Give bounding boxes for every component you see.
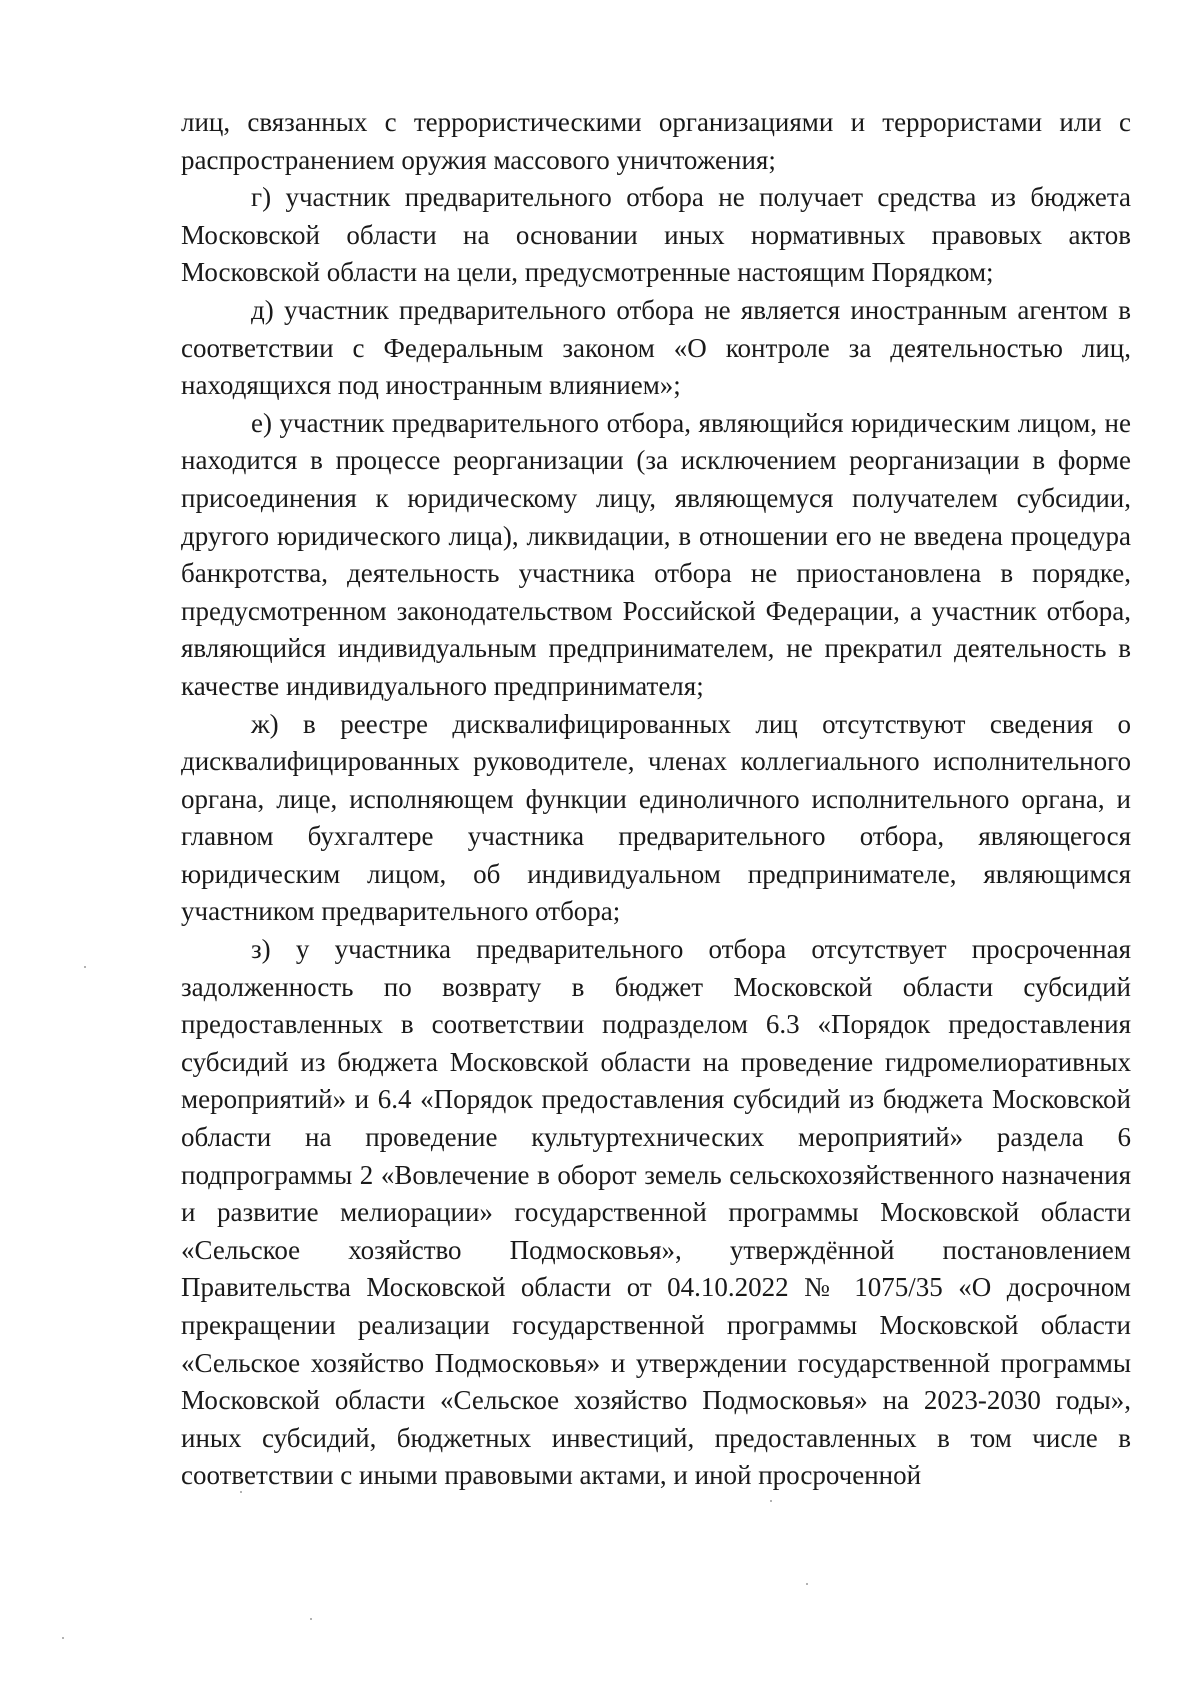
scan-speck xyxy=(806,1583,808,1585)
document-page xyxy=(181,104,1131,1495)
paragraph-item-zh: ж) в реестре дисквалифицированных лиц отсутствуют сведения о дисквалифицированных руководителе, членах коллегиального исполнительного органа, лице, исполняющем функции единоличного исполнительного органа, и главном бухгалтере участника предварительного отбора, являющегося юридическим лицом, об индивидуальном предпринимателе, являющимся участником предварительного отбора; xyxy=(181,708,1131,927)
paragraph-item-g: г) участник предварительного отбора не получает средства из бюджета Московской области на основании иных нормативных правовых актов Московской области на цели, предусмотренные настоящим Порядком; xyxy=(181,182,1131,288)
scan-speck xyxy=(84,966,86,968)
paragraph-item-e: е) участник предварительного отбора, являющийся юридическим лицом, не находится в процессе реорганизации (за исключением реорганизации в форме присоединения к юридическому лицу, являющемуся получателем субсидии, другого юридического лица), ликвидации, в отношении его не введена процедура банкротства, деятельность участника отбора не приостановлена в порядке, предусмотренном законодательством Российской Федерации, а участник отбора, являющийся индивидуальным предпринимателем, не прекратил деятельность в качестве индивидуального предпринимателя; xyxy=(181,407,1131,701)
scan-speck xyxy=(240,1491,242,1493)
scan-speck xyxy=(62,1637,64,1639)
paragraph-item-z: з) у участника предварительного отбора отсутствует просроченная задолженность по возврату в бюджет Московской области субсидий предоставленных в соответствии подразделом 6.3 «Порядок предоставления субсидий из бюджета Московской области на проведение гидромелиоративных мероприятий» и 6.4 «Порядок предоставления субсидий из бюджета Московской области на проведение культуртехнических мероприятий» раздела 6 подпрограммы 2 «Вовлечение в оборот земель сельскохозяйственного назначения и развитие мелиорации» государственной программы Московской области «Сельское хозяйство Подмосковья», утверждённой постановлением Правительства Московской области от 04.10.2022 № 1075/35 «О досрочном прекращении реализации государственной программы Московской области «Сельское хозяйство Подмосковья» и утверждении государственной программы Московской области «Сельское хозяйство Подмосковья» на 2023-2030 годы», иных субсидий, бюджетных инвестиций, предоставленных в том числе в соответствии с иными правовыми актами, и иной просроченной xyxy=(181,934,1131,1491)
paragraph-item-d: д) участник предварительного отбора не является иностранным агентом в соответствии с Федеральным законом «О контроле за деятельностью лиц, находящихся под иностранным влиянием»; xyxy=(181,294,1131,401)
scan-speck xyxy=(770,1500,772,1502)
paragraph-continuation: лиц, связанных с террористическими организациями и террористами или с распространением оружия массового уничтожения; xyxy=(181,107,1131,175)
scan-speck xyxy=(310,1618,312,1620)
